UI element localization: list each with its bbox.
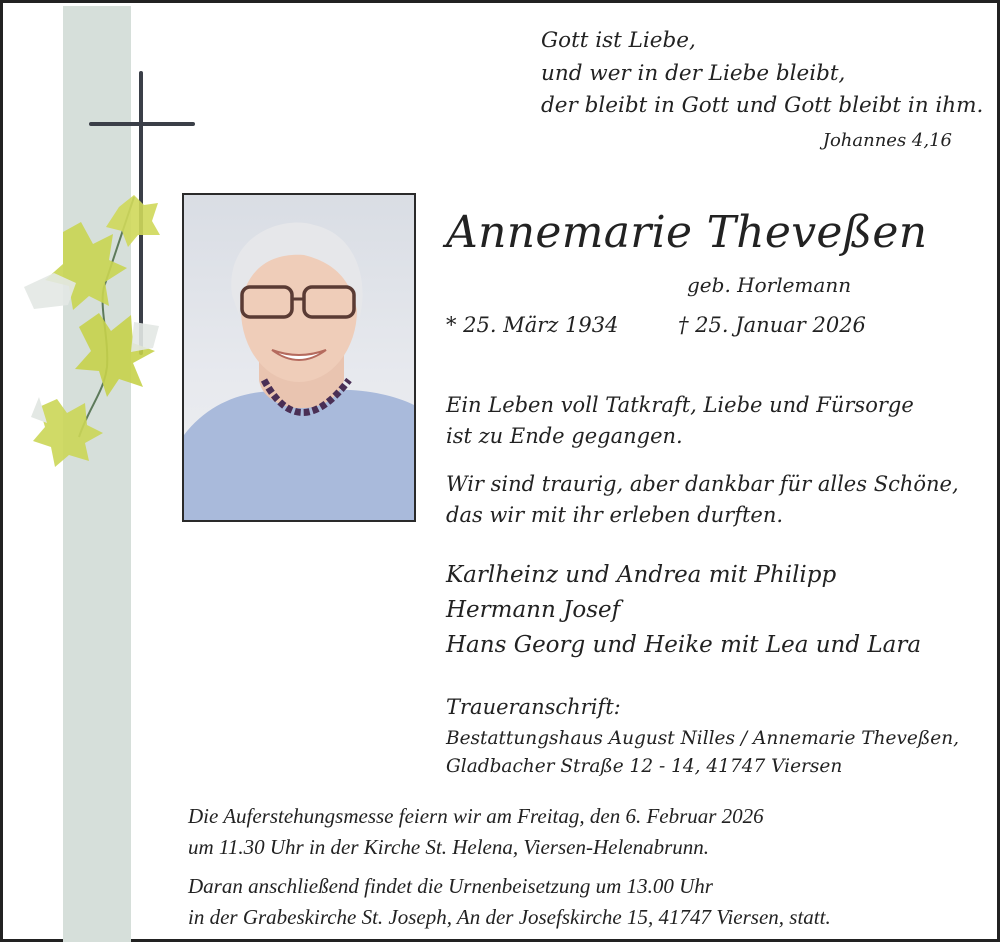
bible-verse: [541, 25, 983, 123]
ivy-icon: [19, 187, 169, 467]
mourning-address: [446, 725, 959, 781]
deceased-name: Annemarie Theveßen: [446, 207, 928, 258]
death-date: † 25. Januar 2026: [678, 313, 866, 337]
family-member: Hans Georg und Heike mit Lea und Lara: [446, 632, 922, 658]
family-member: Hermann Josef: [446, 597, 621, 623]
verse-line: und wer in der Liebe bleibt,: [541, 60, 846, 86]
family-member: Karlheinz und Andrea mit Philipp: [446, 562, 837, 588]
message-line: das wir mit ihr erleben durften.: [446, 503, 784, 527]
portrait-photo: [182, 193, 416, 522]
address-line: Gladbacher Straße 12 - 14, 41747 Viersen: [446, 756, 843, 777]
verse-reference: Johannes 4,16: [822, 130, 952, 151]
service-paragraph: [188, 801, 764, 863]
service-paragraph: [188, 871, 831, 933]
portrait-illustration: [184, 195, 414, 520]
message-line: ist zu Ende gegangen.: [446, 424, 683, 448]
cross-icon-bar: [89, 122, 195, 126]
service-line: in der Grabeskirche St. Joseph, An der Josefskirche 15, 41747 Viersen, statt.: [188, 905, 831, 929]
birth-name: geb. Horlemann: [687, 273, 852, 297]
message-paragraph: [446, 469, 959, 531]
message-line: Wir sind traurig, aber dankbar für alles Schöne,: [446, 472, 959, 496]
verse-line: Gott ist Liebe,: [541, 28, 696, 53]
address-line: Bestattungshaus August Nilles / Annemarie Theveßen,: [446, 728, 959, 749]
message-paragraph: [446, 390, 914, 452]
service-line: um 11.30 Uhr in der Kirche St. Helena, Viersen-Helenabrunn.: [188, 835, 710, 859]
message-line: Ein Leben voll Tatkraft, Liebe und Fürsorge: [446, 393, 914, 417]
decorative-strip: [63, 6, 131, 942]
birth-date: * 25. März 1934: [446, 313, 619, 337]
family-list: [446, 558, 921, 663]
service-line: Die Auferstehungsmesse feiern wir am Freitag, den 6. Februar 2026: [188, 804, 764, 828]
service-line: Daran anschließend findet die Urnenbeisetzung um 13.00 Uhr: [188, 874, 713, 898]
mourning-address-label: Traueranschrift:: [446, 695, 621, 719]
verse-line: der bleibt in Gott und Gott bleibt in ihm.: [541, 93, 984, 118]
